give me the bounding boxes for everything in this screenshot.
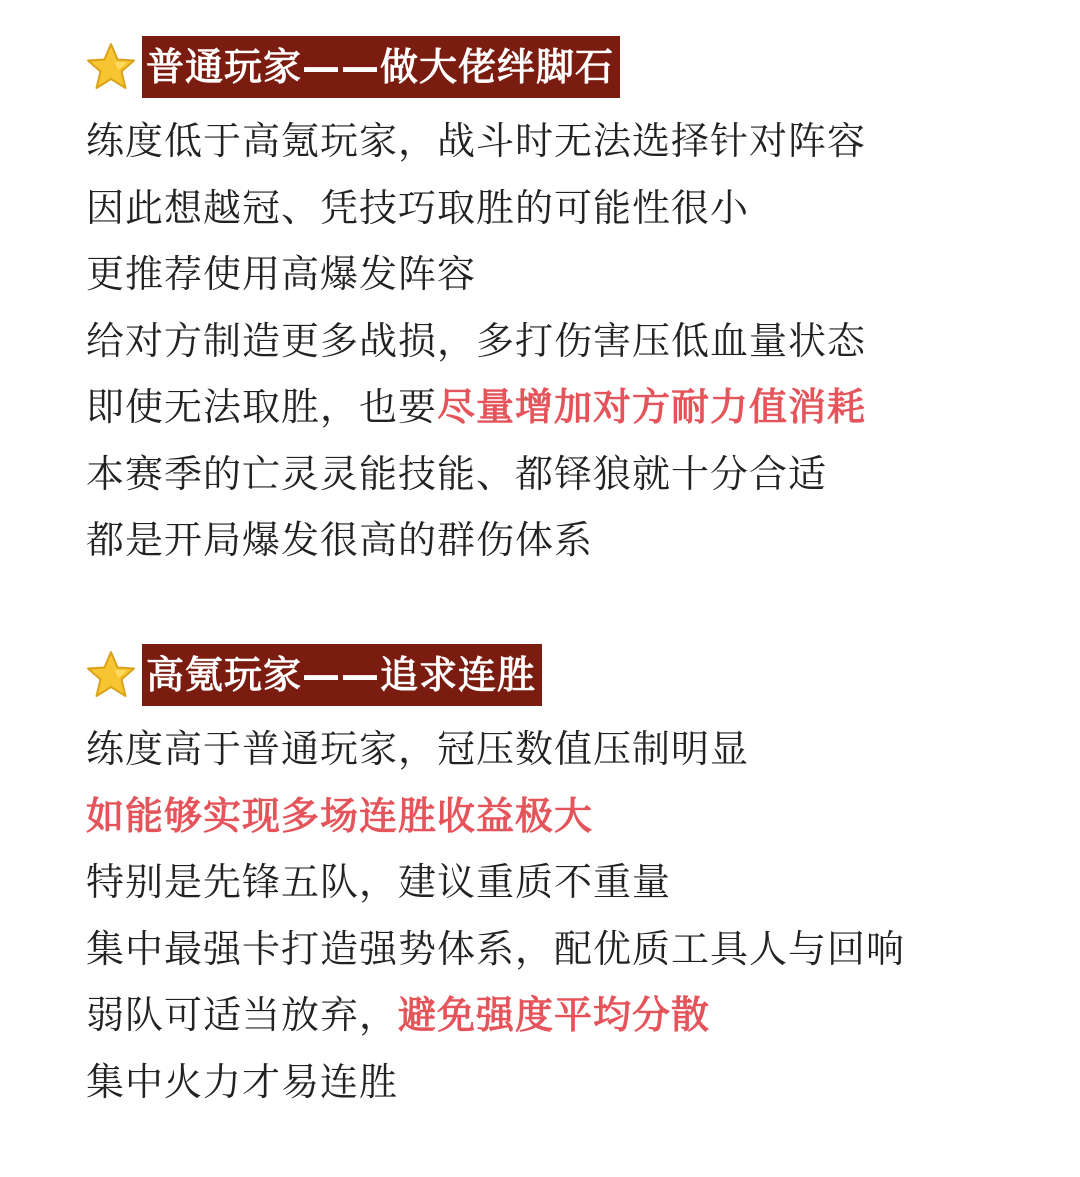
highlight-text: 避免强度平均分散 [398,993,711,1037]
paragraph [86,108,1046,574]
section-heading-row [84,644,1046,706]
text-line: 练度高于普通玩家，冠压数值压制明显 [86,727,750,771]
section-title: 高氪玩家——追求连胜 [142,644,542,706]
star-icon [84,648,138,702]
text-line: 因此想越冠、凭技巧取胜的可能性很小 [86,185,750,230]
section-title: 普通玩家——做大佬绊脚石 [142,36,620,98]
section-casual-players [86,36,1046,574]
paragraph [86,716,1046,1115]
text-line: 练度低于高氪玩家，战斗时无法选择针对阵容 [86,119,867,163]
highlight-text: 如能够实现多场连胜收益极大 [86,793,594,838]
text-line: 更推荐使用高爆发阵容 [86,252,477,296]
text-line: 本赛季的亡灵灵能技能、都铎狼就十分合适 [86,451,828,496]
star-icon [84,40,138,94]
text-line: 给对方制造更多战损，多打伤害压低血量状态 [86,318,867,363]
text-line [86,783,1046,850]
text-line: 特别是先锋五队，建议重质不重量 [86,860,672,904]
text-line: 都是开局爆发很高的群伤体系 [86,518,594,562]
text-line: 集中最强卡打造强势体系，配优质工具人与回响 [86,926,906,971]
section-whale-players [86,644,1046,1115]
highlight-text: 尽量增加对方耐力值消耗 [437,385,867,429]
text-line: 集中火力才易连胜 [86,1059,399,1104]
section-heading-row [84,36,1046,98]
text-line: 弱队可适当放弃，避免强度平均分散 [86,993,711,1037]
text-line: 即使无法取胜，也要尽量增加对方耐力值消耗 [86,385,867,429]
